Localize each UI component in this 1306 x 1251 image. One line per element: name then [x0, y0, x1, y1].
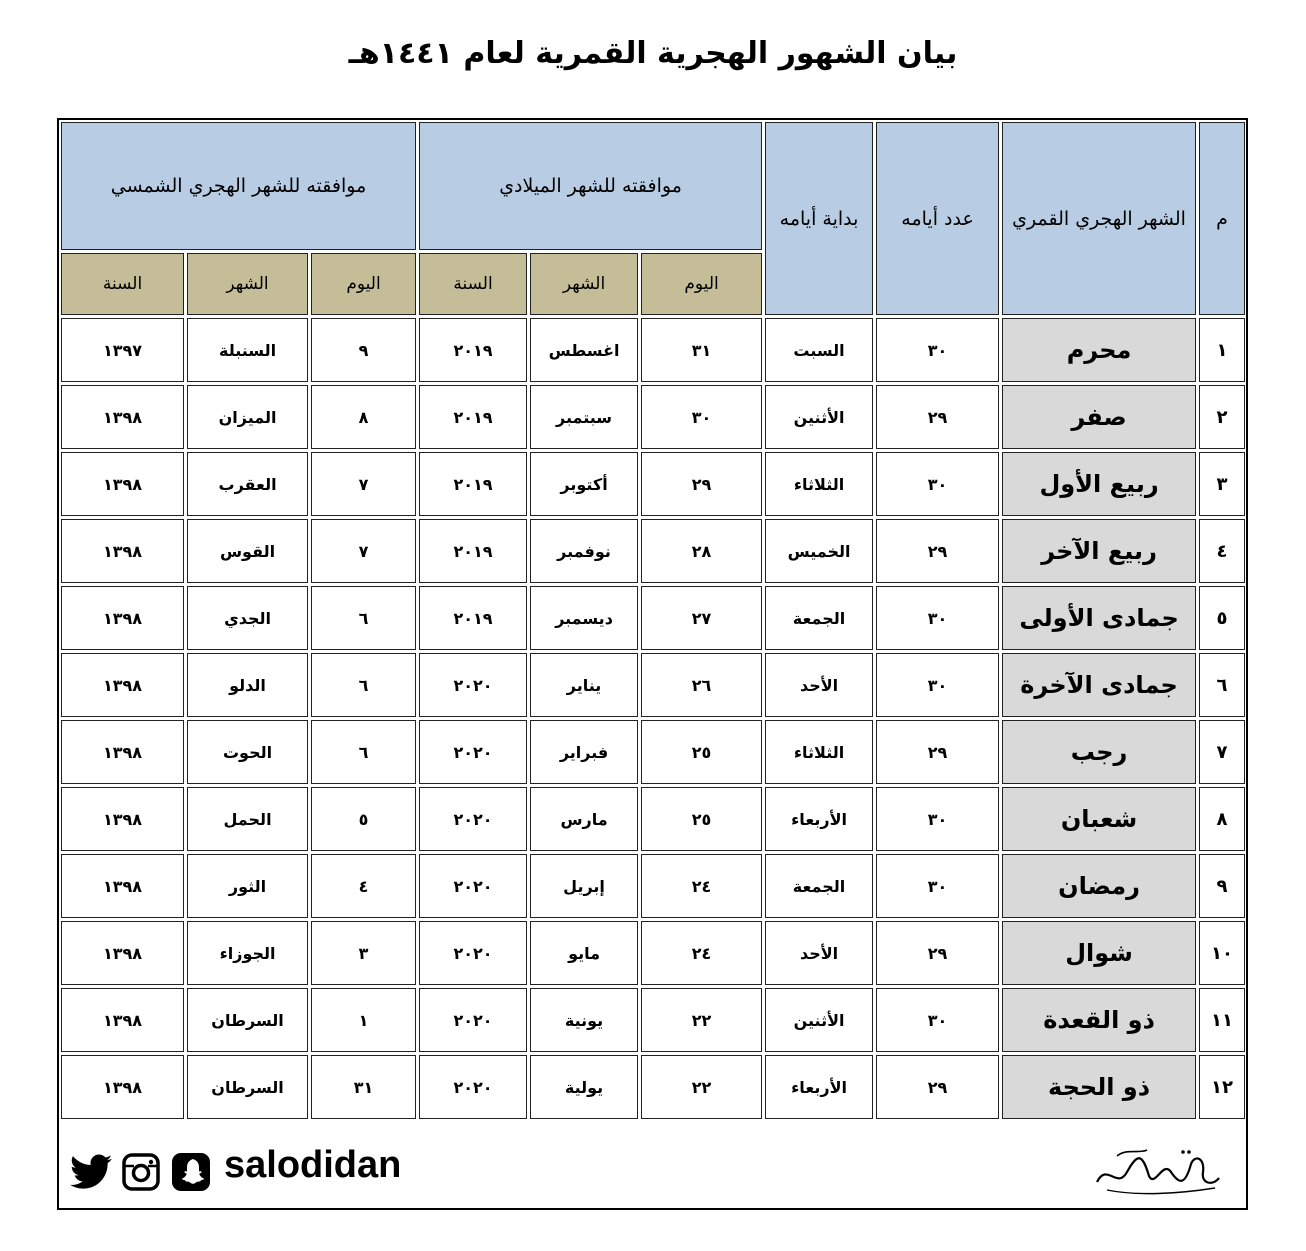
solar-month: القوس [187, 519, 308, 583]
days-count: ٢٩ [876, 720, 999, 784]
solar-month: السرطان [187, 1055, 308, 1119]
gregorian-year: ٢٠٢٠ [419, 787, 527, 851]
solar-year: ١٣٩٨ [61, 988, 184, 1052]
header-gregorian-group: موافقته للشهر الميلادي [419, 122, 762, 250]
gregorian-day: ٢٨ [641, 519, 762, 583]
solar-month: الجوزاء [187, 921, 308, 985]
table-row [61, 787, 1245, 851]
solar-year: ١٣٩٧ [61, 318, 184, 382]
gregorian-day: ٣١ [641, 318, 762, 382]
solar-day: ٤ [311, 854, 416, 918]
signature-logo [1087, 1142, 1227, 1207]
gregorian-month: أكتوبر [530, 452, 638, 516]
row-index: ٥ [1199, 586, 1245, 650]
hijri-month-name: شوال [1002, 921, 1196, 985]
table-row [61, 988, 1245, 1052]
gregorian-year: ٢٠١٩ [419, 586, 527, 650]
header-solar-year: السنة [61, 253, 184, 315]
table-row [61, 854, 1245, 918]
gregorian-day: ٢٧ [641, 586, 762, 650]
header-hijri-month: الشهر الهجري القمري [1002, 122, 1196, 315]
row-index: ٤ [1199, 519, 1245, 583]
start-day: الأربعاء [765, 1055, 873, 1119]
twitter-icon [70, 1152, 112, 1192]
table-row [61, 1055, 1245, 1119]
gregorian-year: ٢٠١٩ [419, 318, 527, 382]
hijri-month-name: ربيع الأول [1002, 452, 1196, 516]
solar-year: ١٣٩٨ [61, 1055, 184, 1119]
solar-year: ١٣٩٨ [61, 519, 184, 583]
gregorian-month: يونية [530, 988, 638, 1052]
header-start-day: بداية أيامه [765, 122, 873, 315]
days-count: ٣٠ [876, 452, 999, 516]
solar-year: ١٣٩٨ [61, 452, 184, 516]
row-index: ٦ [1199, 653, 1245, 717]
gregorian-day: ٢٢ [641, 988, 762, 1052]
solar-day: ١ [311, 988, 416, 1052]
gregorian-year: ٢٠٢٠ [419, 988, 527, 1052]
days-count: ٢٩ [876, 1055, 999, 1119]
gregorian-day: ٢٥ [641, 787, 762, 851]
gregorian-month: يناير [530, 653, 638, 717]
gregorian-year: ٢٠١٩ [419, 452, 527, 516]
row-index: ١١ [1199, 988, 1245, 1052]
solar-month: الحوت [187, 720, 308, 784]
gregorian-month: مارس [530, 787, 638, 851]
gregorian-day: ٢٦ [641, 653, 762, 717]
start-day: الأثنين [765, 988, 873, 1052]
hijri-month-name: شعبان [1002, 787, 1196, 851]
solar-month: السرطان [187, 988, 308, 1052]
solar-day: ٧ [311, 452, 416, 516]
header-days-count: عدد أيامه [876, 122, 999, 315]
solar-year: ١٣٩٨ [61, 653, 184, 717]
header-gregorian-month: الشهر [530, 253, 638, 315]
header-solar-day: اليوم [311, 253, 416, 315]
gregorian-year: ٢٠١٩ [419, 385, 527, 449]
row-index: ١٠ [1199, 921, 1245, 985]
table-row [61, 653, 1245, 717]
social-handle: salodidan [224, 1144, 402, 1186]
hijri-month-name: ربيع الآخر [1002, 519, 1196, 583]
row-index: ١٢ [1199, 1055, 1245, 1119]
solar-year: ١٣٩٨ [61, 921, 184, 985]
solar-day: ٦ [311, 653, 416, 717]
row-index: ٨ [1199, 787, 1245, 851]
gregorian-day: ٢٤ [641, 854, 762, 918]
start-day: السبت [765, 318, 873, 382]
gregorian-month: سبتمبر [530, 385, 638, 449]
row-index: ٢ [1199, 385, 1245, 449]
solar-year: ١٣٩٨ [61, 787, 184, 851]
footer [58, 1140, 1247, 1208]
start-day: الجمعة [765, 586, 873, 650]
social-icons [70, 1152, 212, 1192]
gregorian-month: فبراير [530, 720, 638, 784]
days-count: ٣٠ [876, 854, 999, 918]
solar-day: ٧ [311, 519, 416, 583]
gregorian-month: ديسمبر [530, 586, 638, 650]
days-count: ٢٩ [876, 519, 999, 583]
gregorian-month: إبريل [530, 854, 638, 918]
gregorian-month: يولية [530, 1055, 638, 1119]
snapchat-icon [170, 1152, 212, 1192]
row-index: ١ [1199, 318, 1245, 382]
hijri-month-name: ذو الحجة [1002, 1055, 1196, 1119]
hijri-month-name: رجب [1002, 720, 1196, 784]
hijri-month-name: جمادى الأولى [1002, 586, 1196, 650]
header-solar-month: الشهر [187, 253, 308, 315]
start-day: الأثنين [765, 385, 873, 449]
hijri-month-name: صفر [1002, 385, 1196, 449]
gregorian-month: نوفمبر [530, 519, 638, 583]
gregorian-year: ٢٠٢٠ [419, 653, 527, 717]
table-row [61, 921, 1245, 985]
gregorian-year: ٢٠٢٠ [419, 854, 527, 918]
solar-month: العقرب [187, 452, 308, 516]
gregorian-year: ٢٠١٩ [419, 519, 527, 583]
days-count: ٣٠ [876, 787, 999, 851]
hijri-months-table [58, 119, 1248, 1122]
header-gregorian-year: السنة [419, 253, 527, 315]
gregorian-day: ٢٤ [641, 921, 762, 985]
row-index: ٣ [1199, 452, 1245, 516]
gregorian-day: ٢٢ [641, 1055, 762, 1119]
table-row [61, 318, 1245, 382]
solar-month: الدلو [187, 653, 308, 717]
solar-year: ١٣٩٨ [61, 586, 184, 650]
solar-month: السنبلة [187, 318, 308, 382]
header-solar-group: موافقته للشهر الهجري الشمسي [61, 122, 416, 250]
table-row [61, 586, 1245, 650]
table-row [61, 452, 1245, 516]
solar-month: الثور [187, 854, 308, 918]
instagram-icon [120, 1152, 162, 1192]
hijri-month-name: ذو القعدة [1002, 988, 1196, 1052]
days-count: ٣٠ [876, 988, 999, 1052]
days-count: ٣٠ [876, 653, 999, 717]
gregorian-day: ٣٠ [641, 385, 762, 449]
gregorian-year: ٢٠٢٠ [419, 720, 527, 784]
solar-month: الجدي [187, 586, 308, 650]
table-row [61, 519, 1245, 583]
solar-year: ١٣٩٨ [61, 854, 184, 918]
start-day: الأحد [765, 653, 873, 717]
hijri-month-name: جمادى الآخرة [1002, 653, 1196, 717]
start-day: الأحد [765, 921, 873, 985]
gregorian-day: ٢٩ [641, 452, 762, 516]
solar-month: الحمل [187, 787, 308, 851]
table-row [61, 385, 1245, 449]
solar-day: ٣١ [311, 1055, 416, 1119]
gregorian-month: اغسطس [530, 318, 638, 382]
start-day: الخميس [765, 519, 873, 583]
row-index: ٩ [1199, 854, 1245, 918]
hijri-month-name: محرم [1002, 318, 1196, 382]
solar-day: ٦ [311, 586, 416, 650]
solar-day: ٩ [311, 318, 416, 382]
start-day: الأربعاء [765, 787, 873, 851]
header-gregorian-day: اليوم [641, 253, 762, 315]
days-count: ٣٠ [876, 318, 999, 382]
days-count: ٢٩ [876, 921, 999, 985]
gregorian-month: مايو [530, 921, 638, 985]
solar-day: ٥ [311, 787, 416, 851]
solar-year: ١٣٩٨ [61, 720, 184, 784]
solar-day: ٦ [311, 720, 416, 784]
start-day: الجمعة [765, 854, 873, 918]
row-index: ٧ [1199, 720, 1245, 784]
solar-day: ٨ [311, 385, 416, 449]
start-day: الثلاثاء [765, 720, 873, 784]
days-count: ٢٩ [876, 385, 999, 449]
start-day: الثلاثاء [765, 452, 873, 516]
page-title: بيان الشهور الهجرية القمرية لعام ١٤٤١هـ [348, 36, 958, 71]
solar-month: الميزان [187, 385, 308, 449]
table-row [61, 720, 1245, 784]
header-index: م [1199, 122, 1245, 315]
days-count: ٣٠ [876, 586, 999, 650]
solar-year: ١٣٩٨ [61, 385, 184, 449]
gregorian-year: ٢٠٢٠ [419, 1055, 527, 1119]
gregorian-year: ٢٠٢٠ [419, 921, 527, 985]
hijri-month-name: رمضان [1002, 854, 1196, 918]
gregorian-day: ٢٥ [641, 720, 762, 784]
solar-day: ٣ [311, 921, 416, 985]
